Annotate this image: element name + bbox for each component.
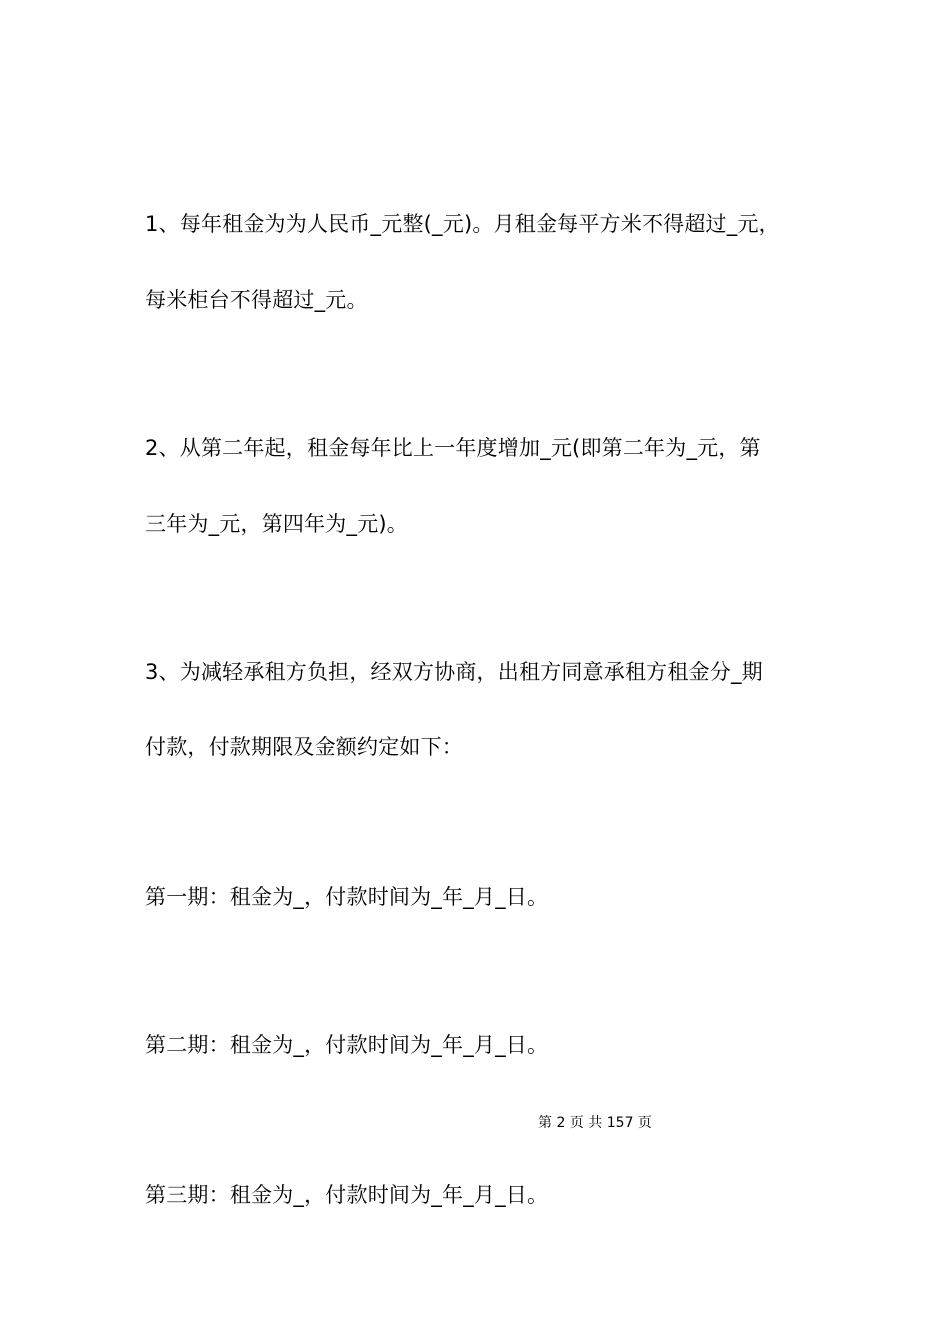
- page-footer: 第 2 页 共 157 页: [538, 1115, 652, 1131]
- installment-1-line: 第一期：租金为_，付款时间为_年_月_日。: [145, 885, 549, 909]
- installment-2-line: 第二期：租金为_，付款时间为_年_月_日。: [145, 1033, 549, 1057]
- paragraph-2-line-2: 三年为_元，第四年为_元)。: [145, 512, 408, 536]
- paragraph-1-line-1: 1、每年租金为为人民币_元整(_元)。月租金每平方米不得超过_元，: [145, 212, 780, 236]
- paragraph-1-line-2: 每米柜台不得超过_元。: [145, 288, 368, 312]
- paragraph-2-line-1: 2、从第二年起，租金每年比上一年度增加_元(即第二年为_元，第: [145, 436, 761, 460]
- paragraph-3-line-1: 3、为减轻承租方负担，经双方协商，出租方同意承租方租金分_期: [145, 660, 763, 684]
- installment-3-line: 第三期：租金为_，付款时间为_年_月_日。: [145, 1183, 549, 1207]
- paragraph-3-line-2: 付款，付款期限及金额约定如下：: [145, 735, 463, 759]
